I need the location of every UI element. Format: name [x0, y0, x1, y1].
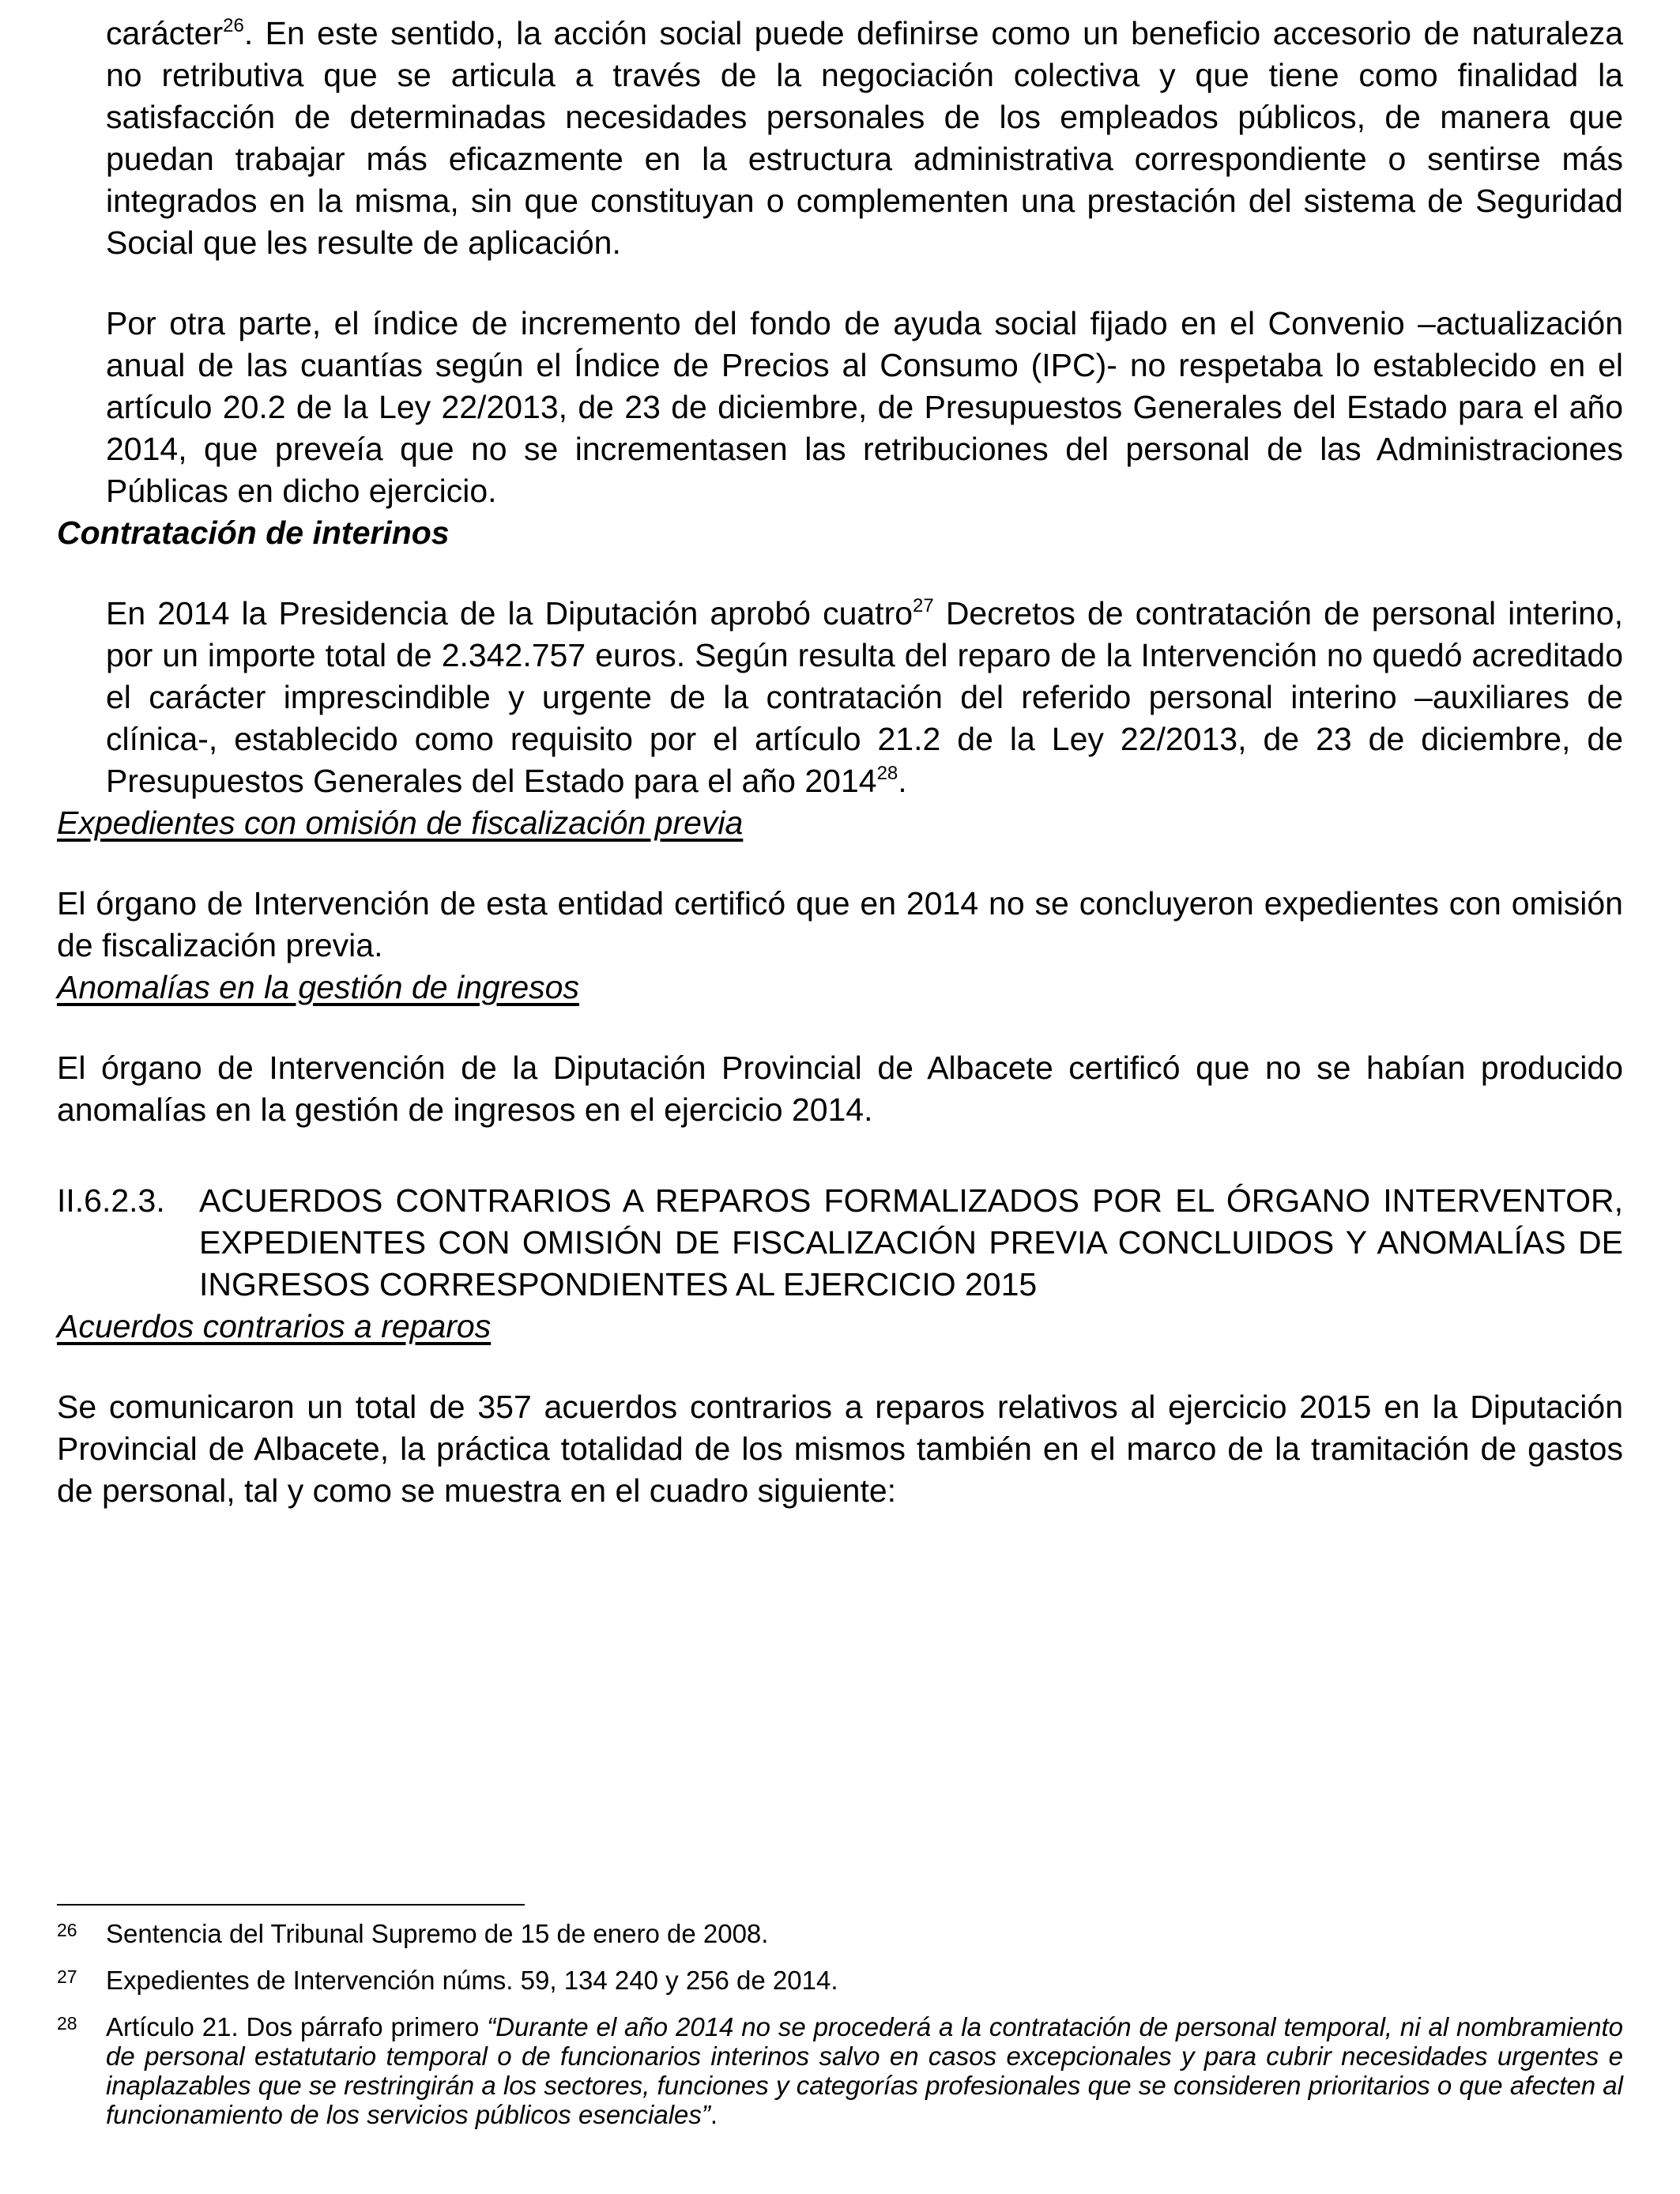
footnote-number: 28: [57, 2013, 77, 2034]
footnote-text: Expedientes de Intervención núms. 59, 134 240 y 256 de 2014.: [106, 1966, 838, 1995]
paragraph-text: En 2014 la Presidencia de la Diputación aprobó cuatro: [106, 595, 913, 631]
heading-contratacion-interinos: Contratación de interinos: [57, 515, 450, 551]
paragraph-omision: El órgano de Intervención de esta entidad certificó que en 2014 no se concluyeron expedientes con omisión de fiscalización previa.: [57, 885, 1623, 963]
footnote-28: [57, 2012, 1623, 2129]
heading-anomalias-ingresos: Anomalías en la gestión de ingresos: [57, 969, 579, 1005]
paragraph-acuerdos-2015: Se comunicaron un total de 357 acuerdos contrarios a reparos relativos al ejercicio 2015 en la Diputación Provincial de Albacete, la práctica totalidad de los mismos también en el marco de la tramitación de gastos de personal, tal y como se muestra en el cuadro siguiente:: [57, 1389, 1623, 1509]
paragraph-text: carácter: [106, 15, 224, 51]
paragraph-accion-social: [106, 13, 1623, 264]
footnote-text-end: .: [710, 2100, 718, 2129]
paragraph-text: .: [898, 763, 907, 799]
footnote-quote: “Durante el año 2014 no se procederá a la contratación de personal temporal, ni al nombramiento de personal estatutario temporal o de funcionarios interinos salvo en casos excepcionales y para cubrir necesidades urgentes e inaplazables que se restringirán a los sectores, funciones y categorías profesionales que se consideren prioritarios o que afecten al funcionamiento de los servicios públicos esenciales”: [106, 2012, 1623, 2129]
paragraph-text: . En este sentido, la acción social puede definirse como un beneficio accesorio de naturaleza no retributiva que se articula a través de la negociación colectiva y que tiene como finalidad la satisfacción de determinadas necesidades personales de los empleados públicos, de manera que puedan trabajar más eficazmente en la estructura administrativa correspondiente o sentirse más integrados en la misma, sin que constituyan o complementen una prestación del sistema de Seguridad Social que les resulte de aplicación.: [106, 15, 1623, 261]
footnote-text: [106, 2012, 1623, 2129]
footnote-ref-27[interactable]: 27: [913, 595, 934, 616]
footnotes: [57, 1919, 1623, 2147]
paragraph-text: Decretos de contratación de personal interino, por un importe total de 2.342.757 euros. Según resulta del reparo de la Intervención no quedó acreditado el carácter imprescindible y urgente de la contratación del referido personal interino –auxiliares de clínica-, establecido como requisito por el artículo 21.2 de la Ley 22/2013, de 23 de diciembre, de Presupuestos Generales del Estado para el año 2014: [106, 595, 1623, 799]
footnote-27: [57, 1966, 1623, 1995]
section-title: ACUERDOS CONTRARIOS A REPAROS FORMALIZADOS POR EL ÓRGANO INTERVENTOR, EXPEDIENTES CON OMISIÓN DE FISCALIZACIÓN PREVIA CONCLUIDOS Y ANOMALÍAS DE INGRESOS CORRESPONDIENTES AL EJERCICIO 2015: [199, 1182, 1623, 1302]
footnote-text: Sentencia del Tribunal Supremo de 15 de enero de 2008.: [106, 1919, 769, 1948]
footnote-number: 27: [57, 1966, 77, 1987]
heading-acuerdos-contrarios: Acuerdos contrarios a reparos: [57, 1308, 492, 1344]
footnote-text-plain: Artículo 21. Dos párrafo primero: [106, 2012, 488, 2041]
footnote-number: 26: [57, 1920, 77, 1940]
section-number: II.6.2.3.: [57, 1182, 165, 1219]
paragraph-indice-incremento: Por otra parte, el índice de incremento del fondo de ayuda social fijado en el Convenio –actualización anual de las cuantías según el Índice de Precios al Consumo (IPC)- no respetaba lo establecido en el artículo 20.2 de la Ley 22/2013, de 23 de diciembre, de Presupuestos Generales del Estado para el año 2014, que preveía que no se incrementasen las retribuciones del personal de las Administraciones Públicas en dicho ejercicio.: [106, 305, 1623, 509]
heading-omision-fiscalizacion: Expedientes con omisión de fiscalización previa: [57, 805, 744, 841]
footnote-ref-28[interactable]: 28: [876, 763, 898, 784]
paragraph-interinos: [106, 593, 1623, 802]
section-heading: [57, 1180, 1623, 1306]
document-page: [57, 13, 1623, 1512]
paragraph-anomalias: El órgano de Intervención de la Diputación Provincial de Albacete certificó que no se habían producido anomalías en la gestión de ingresos en el ejercicio 2014.: [57, 1050, 1623, 1128]
footnote-separator: [57, 1904, 525, 1906]
footnote-26: [57, 1919, 1623, 1948]
footnote-ref-26[interactable]: 26: [223, 15, 244, 36]
